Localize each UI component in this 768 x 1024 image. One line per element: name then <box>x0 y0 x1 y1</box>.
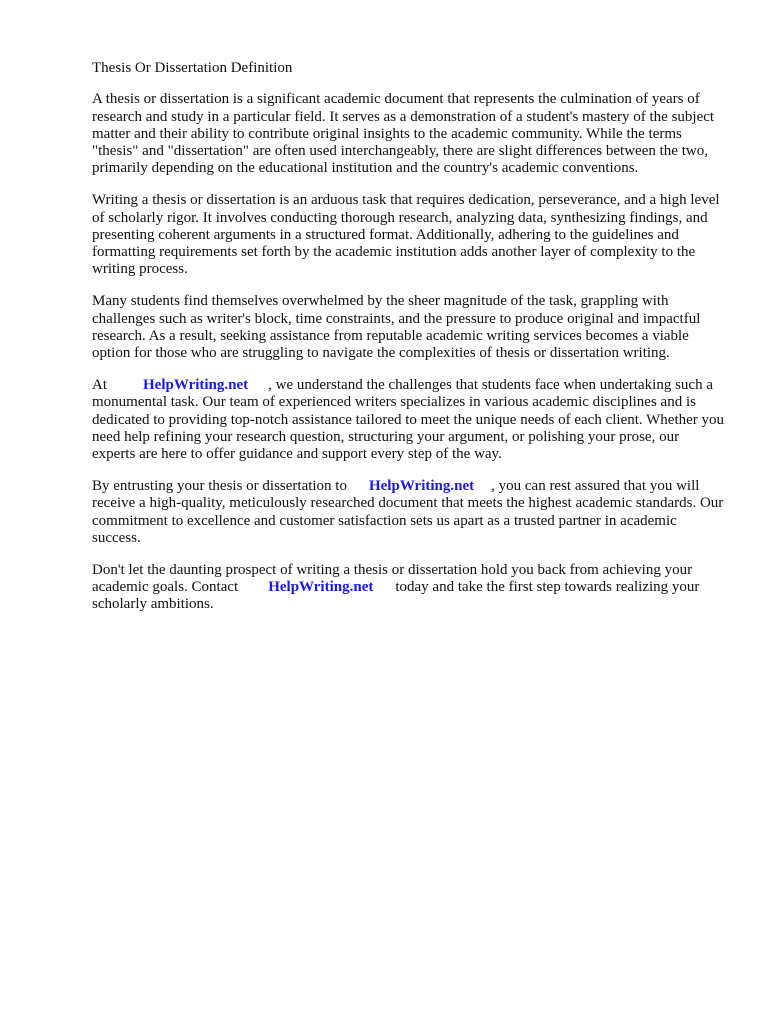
paragraph-text: today and take the first step towards realizing your scholarly ambitions. <box>92 578 700 613</box>
helpwriting-link[interactable]: HelpWriting.net <box>368 477 475 494</box>
document-title: Thesis Or Dissertation Definition <box>92 60 293 76</box>
paragraph-entrusting <box>92 478 724 547</box>
paragraph-text: Don't let the daunting prospect of writing a thesis or dissertation hold you back from achieving your academic goals. Contact <box>92 561 693 595</box>
paragraph-text: , you can rest assured that you will receive a high-quality, meticulously researched document that meets the highest academic standards. Our commitment to excellence and customer satisfaction sets us apart as a trusted partner in academic success. <box>92 477 724 546</box>
paragraph-contact <box>92 562 724 614</box>
paragraph-helpwriting-intro <box>92 377 724 463</box>
helpwriting-link[interactable]: HelpWriting.net <box>268 578 374 595</box>
helpwriting-link[interactable]: HelpWriting.net <box>143 376 249 393</box>
paragraph-definition: A thesis or dissertation is a significant academic document that represents the culmination of years of research and study in a particular field. It serves as a demonstration of a student's mastery of the subject matter and their ability to contribute original insights to the academic community. While the terms "thesis" and "dissertation" are often used interchangeably, there are slight differences between the two, primarily depending on the educational institution and the country's academic conventions. <box>92 91 715 177</box>
document-page <box>92 60 724 628</box>
paragraph-writing-task: Writing a thesis or dissertation is an arduous task that requires dedication, perseverance, and a high level of scholarly rigor. It involves conducting thorough research, analyzing data, synthesizing findings, and presenting coherent arguments in a structured format. Additionally, adhering to the guidelines and formatting requirements set forth by the academic institution adds another layer of complexity to the writing process. <box>92 192 720 278</box>
paragraph-text: By entrusting your thesis or dissertation to <box>92 477 347 494</box>
paragraph-text: At <box>92 376 107 393</box>
paragraph-students-overwhelmed: Many students find themselves overwhelmed by the sheer magnitude of the task, grappling with challenges such as writer's block, time constraints, and the pressure to produce original and impactful research. As a result, seeking assistance from reputable academic writing services becomes a viable option for those who are struggling to navigate the complexities of thesis or dissertation writing. <box>92 293 701 362</box>
paragraph-text: , we understand the challenges that students face when undertaking such a monumental task. Our team of experienced writers specializes in various academic disciplines and is dedicated to providing top-notch assistance tailored to meet the unique needs of each client. Whether you need help refining your research question, structuring your argument, or polishing your prose, our experts are here to offer guidance and support every step of the way. <box>92 376 725 463</box>
